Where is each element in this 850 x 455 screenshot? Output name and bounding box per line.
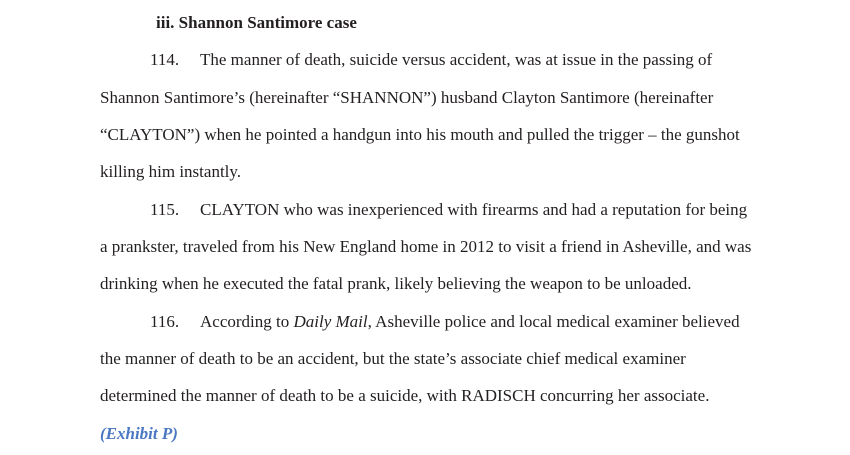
- paragraph-115-first-line: CLAYTON who was inexperienced with firearms and had a reputation for being: [200, 200, 748, 219]
- paragraph-number-116: 116.: [150, 312, 180, 331]
- paragraph-114-line: “CLAYTON”) when he pointed a handgun into his mouth and pulled the trigger – the gunshot: [100, 125, 740, 144]
- paragraph-114-line: Shannon Santimore’s (hereinafter “SHANNON”) husband Clayton Santimore (hereinafter: [100, 88, 714, 107]
- publication-name: Daily Mail: [293, 312, 368, 331]
- paragraph-115-line: drinking when he executed the fatal prank, likely believing the weapon to be unloaded.: [100, 274, 692, 293]
- paragraph-116-prefix: According to: [200, 312, 294, 331]
- paragraph-116-first-line: [200, 310, 740, 334]
- paragraph-number-115: 115.: [150, 200, 180, 219]
- paragraph-115-line: a prankster, traveled from his New England home in 2012 to visit a friend in Asheville, and was: [100, 237, 752, 256]
- paragraph-116-line: determined the manner of death to be a suicide, with RADISCH concurring her associate.: [100, 386, 710, 405]
- paragraph-114-line: killing him instantly.: [100, 162, 242, 181]
- paragraph-114-first-line: The manner of death, suicide versus accident, was at issue in the passing of: [200, 50, 713, 69]
- paragraph-116-suffix: , Asheville police and local medical examiner believed: [367, 312, 740, 331]
- section-heading: iii. Shannon Santimore case: [156, 13, 357, 32]
- paragraph-116-line: the manner of death to be an accident, but the state’s associate chief medical examiner: [100, 349, 686, 368]
- exhibit-p-link[interactable]: (Exhibit P): [100, 424, 178, 443]
- paragraph-number-114: 114.: [150, 50, 180, 69]
